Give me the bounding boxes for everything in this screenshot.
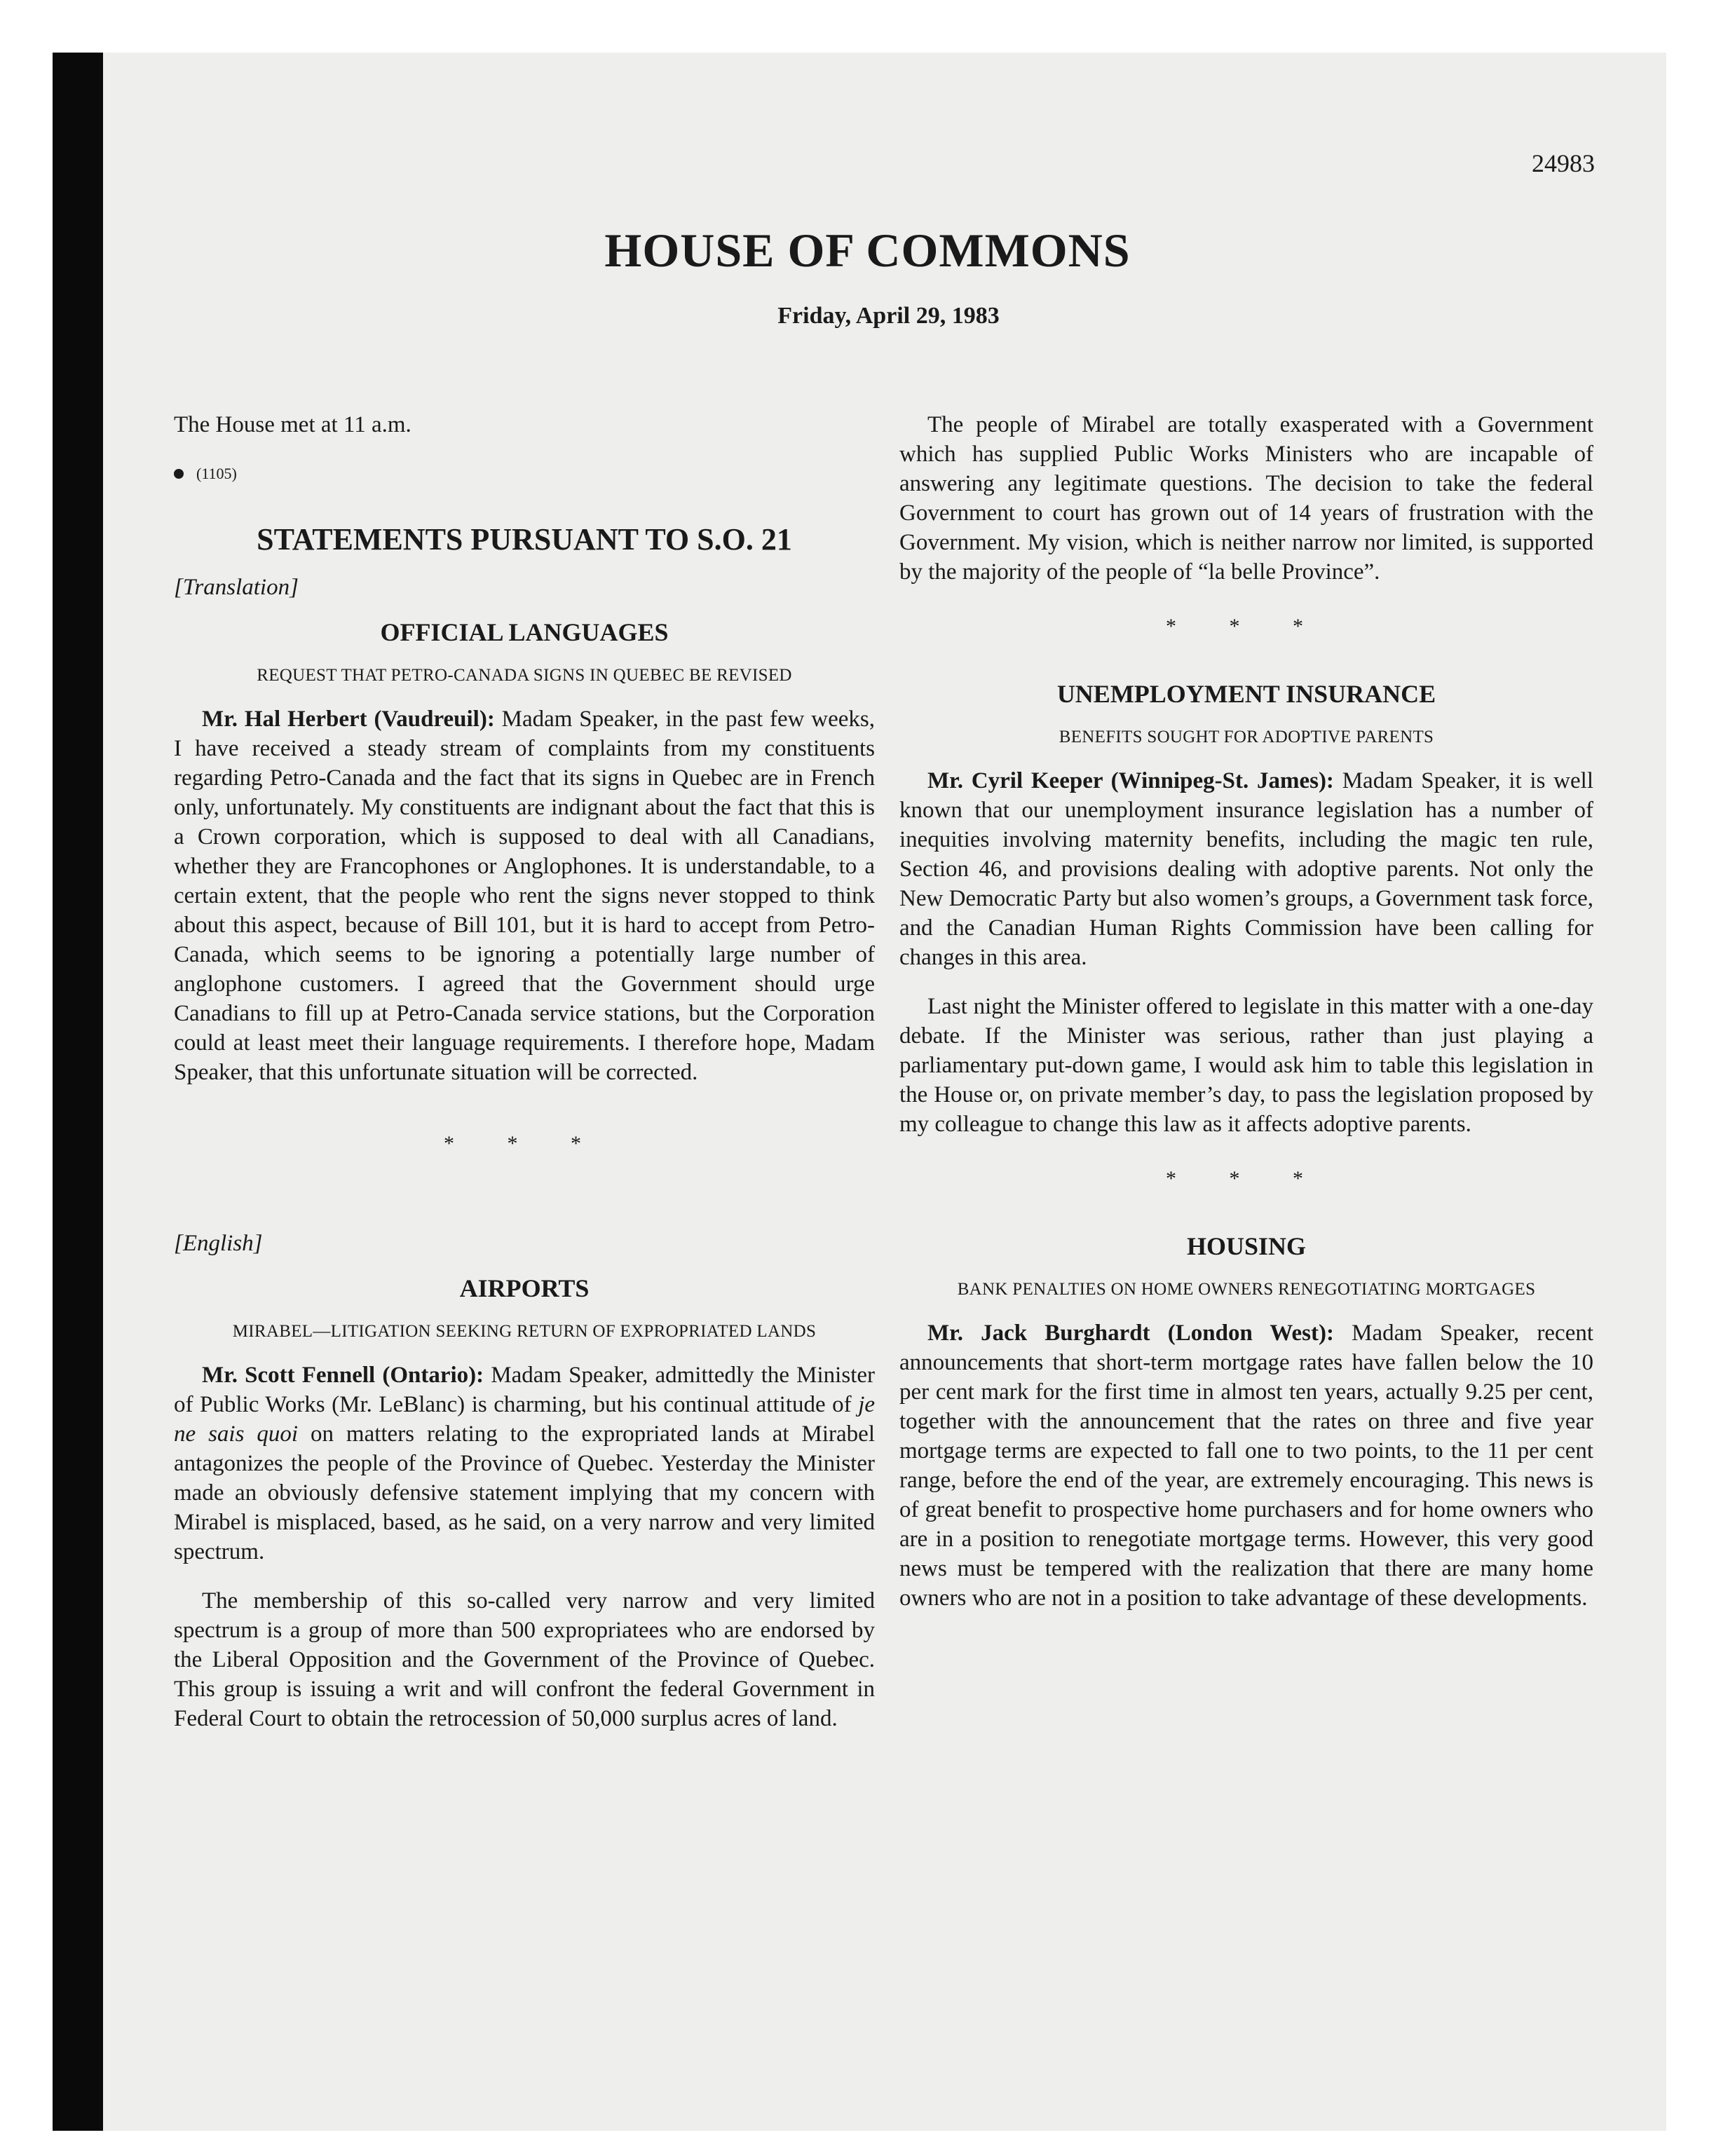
- statement-italic: je ne sais quoi: [174, 1392, 876, 1447]
- statement-text: on matters relating to the expropriated lands at Mirabel antagonizes the people of the Province of Quebec. Yesterday the Minister made an obviously defensive statement implying that my concern with Mirabel is misplaced, based, as he said, on a very narrow and very limited spectrum.: [174, 1421, 875, 1564]
- unemployment-heading: UNEMPLOYMENT INSURANCE: [1056, 680, 1436, 708]
- time-marker: [174, 459, 875, 489]
- airports-topic: MIRABEL—LITIGATION SEEKING RETURN OF EXPROPRIATED LANDS: [232, 1322, 817, 1341]
- section-heading: STATEMENTS PURSUANT TO S.O. 21: [257, 522, 792, 557]
- page-number: 24983: [1532, 149, 1595, 177]
- fennell-paragraph-2: The membership of this so-called very narrow and very limited spectrum is a group of more than 500 expropriatees who are endorsed by the Liberal Opposition and the Government of the Province of Quebec. This group is issuing a writ and will confront the federal Government in Federal Court to obtain the retrocession of 50,000 surplus acres of land.: [174, 1588, 875, 1731]
- housing-heading: HOUSING: [1186, 1232, 1307, 1260]
- separator-stars: * * *: [444, 1132, 605, 1155]
- keeper-statement: [899, 766, 1593, 972]
- fennell-statement: [174, 1360, 875, 1567]
- statement-text: Madam Speaker, admittedly the Minister of Public Works (Mr. LeBlanc) is charming, but his continual attitude of: [174, 1363, 875, 1417]
- separator-stars: * * *: [1166, 1167, 1327, 1190]
- speaker-name: Mr. Jack Burghardt (London West):: [927, 1321, 1334, 1346]
- keeper-paragraph-2: Last night the Minister offered to legislate in this matter with a one-day debate. If the Minister was serious, rather than just playing a parliamentary put-down game, I would ask him to table this legislation in the House or, on private member’s day, to pass the legislation proposed by my colleague to change this law as it affects adoptive parents.: [899, 994, 1593, 1137]
- mirabel-continued: The people of Mirabel are totally exasperated with a Government which has supplied Public Works Ministers who are incapable of answering any legitimate questions. The decision to take the federal Government to court has grown out of 14 years of frustration with the Government. My vision, which is neither narrow nor limited, is supported by the majority of the people of “la belle Province”.: [899, 412, 1593, 585]
- left-column: [174, 410, 875, 1753]
- herbert-statement: [174, 704, 875, 1087]
- page-title: HOUSE OF COMMONS: [604, 224, 1131, 277]
- speaker-name: Mr. Cyril Keeper (Winnipeg-St. James):: [927, 768, 1334, 793]
- speaker-name: Mr. Hal Herbert (Vaudreuil):: [202, 707, 495, 732]
- bullet-icon: [174, 469, 184, 479]
- official-languages-heading: OFFICIAL LANGUAGES: [380, 618, 669, 646]
- statement-text: Madam Speaker, recent announcements that short-term mortgage rates have fallen below the 10 per cent mark for the first time in almost ten years, actually 9.25 per cent, together with the announcement that the rates on three and five year mortgage terms are expected to fall one to two points, to the 11 per cent range, before the end of the year, are extremely encouraging. This news is of great benefit to prospective home purchasers and for home owners who are in a position to renegotiate mortgage terms. However, this very good news must be tempered with the realization that there are many home owners who are not in a position to take advantage of these developments.: [899, 1321, 1594, 1611]
- sitting-date: Friday, April 29, 1983: [777, 303, 1000, 329]
- scan-edge-bar: [53, 53, 103, 2131]
- house-met-line: The House met at 11 a.m.: [174, 412, 411, 437]
- statement-text: Madam Speaker, in the past few weeks, I have received a steady stream of complaints from my constituents regarding Petro-Canada and the fact that its signs in Quebec are in French only, unfortunately. My constituents are indignant about the fact that this is a Crown corporation, which is supposed to deal with all Canadians, whether they are Francophones or Anglophones. It is understandable, to a certain extent, that the people who rent the signs never stopped to think about this aspect, because of Bill 101, but it is hard to accept from Petro-Canada, which seems to be ignoring a potentially large number of anglophone customers. I agreed that the Government should urge Canadians to fill up at Petro-Canada service stations, but the Corporation could at least meet their language requirements. I therefore hope, Madam Speaker, that this unfortunate situation will be corrected.: [174, 707, 875, 1085]
- separator-stars: * * *: [1166, 615, 1327, 638]
- housing-topic: BANK PENALTIES ON HOME OWNERS RENEGOTIATING MORTGAGES: [957, 1280, 1536, 1299]
- translation-tag: [Translation]: [174, 575, 299, 600]
- english-tag: [English]: [174, 1231, 263, 1256]
- right-column: [899, 410, 1593, 1632]
- speaker-name: Mr. Scott Fennell (Ontario):: [202, 1363, 484, 1388]
- burghardt-statement: [899, 1318, 1593, 1613]
- unemployment-topic: BENEFITS SOUGHT FOR ADOPTIVE PARENTS: [1059, 728, 1434, 746]
- airports-heading: AIRPORTS: [459, 1274, 590, 1302]
- time-marker-text: (1105): [196, 465, 237, 482]
- official-languages-topic: REQUEST THAT PETRO-CANADA SIGNS IN QUEBEC BE REVISED: [257, 666, 792, 685]
- statement-text: Madam Speaker, it is well known that our unemployment insurance legislation has a number of inequities involving maternity benefits, including the magic ten rule, Section 46, and provisions dealing with adoptive parents. Not only the New Democratic Party but also women’s groups, a Government task force, and the Canadian Human Rights Commission have been calling for changes in this area.: [899, 768, 1594, 970]
